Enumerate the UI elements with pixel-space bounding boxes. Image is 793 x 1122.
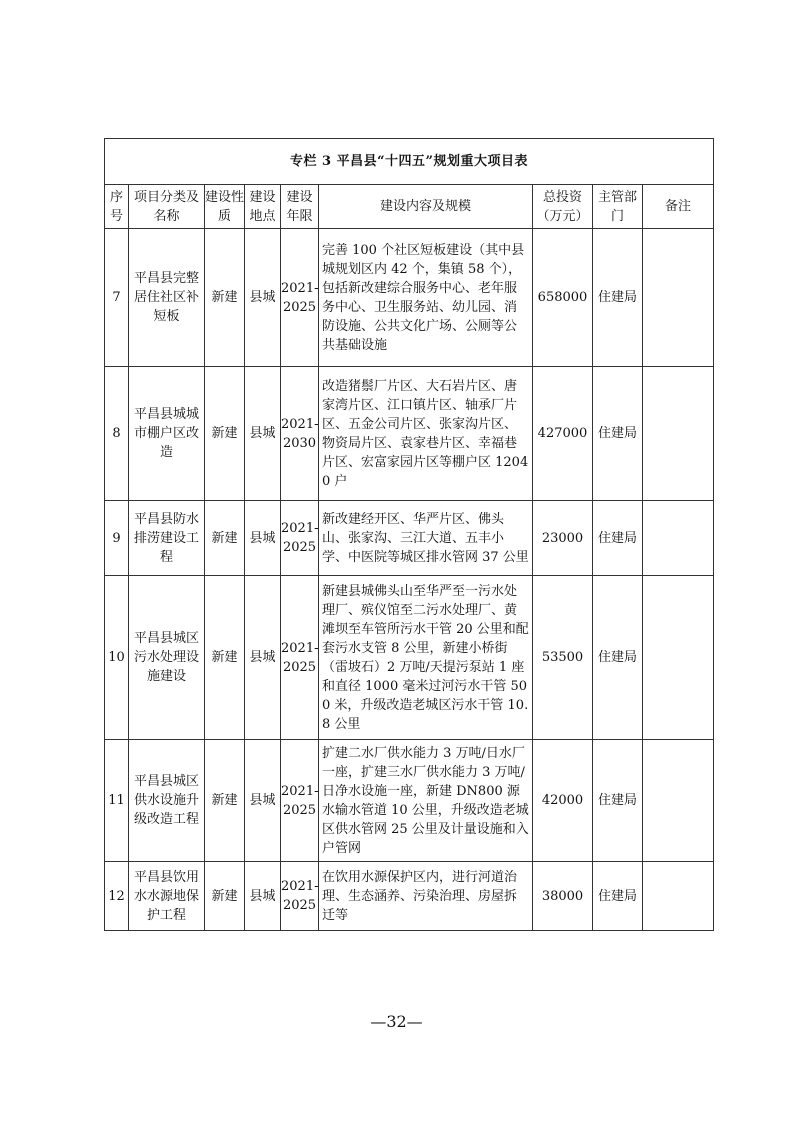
row-nature: 新建 [205,501,245,576]
header-row [105,185,714,229]
row-name: 平昌县城区污水处理设施建设 [129,576,205,740]
row-seq: 7 [105,229,129,367]
page-number: —32— [370,1012,423,1031]
table-row [105,501,714,576]
row-remarks [643,229,714,367]
row-department: 住建局 [593,576,643,740]
row-nature: 新建 [205,367,245,501]
header-remarks: 备注 [643,185,714,229]
row-remarks [643,862,714,931]
row-seq: 12 [105,862,129,931]
table-row [105,740,714,862]
row-period: 2021-2030 [281,367,319,501]
header-category: 项目分类及名称 [129,185,205,229]
header-investment: 总投资（万元） [533,185,593,229]
header-department: 主管部门 [593,185,643,229]
row-content: 新建县城佛头山至华严至一污水处理厂、殡仪馆至二污水处理厂、黄滩坝至车管所污水干管 20 公里和配套污水支管 8 公里，新建小桥街（雷坡石）2 万吨/天提污泵站 1 座和直径 1000 毫米过河污水干管 500 米，升级改造老城区污水干管 10.8 公里 [319,576,533,740]
table-row [105,862,714,931]
row-investment: 23000 [533,501,593,576]
row-period: 2021-2025 [281,229,319,367]
row-nature: 新建 [205,576,245,740]
row-seq: 9 [105,501,129,576]
row-remarks [643,501,714,576]
header-location: 建设地点 [245,185,281,229]
row-content: 在饮用水源保护区内，进行河道治理、生态涵养、污染治理、房屋拆迁等 [319,862,533,931]
row-location: 县城 [245,576,281,740]
row-nature: 新建 [205,862,245,931]
row-content: 扩建二水厂供水能力 3 万吨/日水厂一座，扩建三水厂供水能力 3 万吨/日净水设施一座，新建 DN800 源水输水管道 10 公里，升级改造老城区供水管网 25 公里及计量设施和入户管网 [319,740,533,862]
row-period: 2021-2025 [281,862,319,931]
row-name: 平昌县城区供水设施升级改造工程 [129,740,205,862]
row-content: 改造猪鬃厂片区、大石岩片区、唐家湾片区、江口镇片区、轴承厂片区、五金公司片区、张家沟片区、物资局片区、袁家巷片区、幸福巷片区、宏富家园片区等棚户区 12040 户 [319,367,533,501]
header-seq: 序号 [105,185,129,229]
row-remarks [643,576,714,740]
table-row [105,229,714,367]
row-department: 住建局 [593,229,643,367]
row-investment: 53500 [533,576,593,740]
header-period: 建设年限 [281,185,319,229]
row-seq: 8 [105,367,129,501]
row-name: 平昌县完整居住社区补短板 [129,229,205,367]
row-seq: 10 [105,576,129,740]
row-remarks [643,367,714,501]
row-investment: 658000 [533,229,593,367]
table-row [105,367,714,501]
header-nature: 建设性质 [205,185,245,229]
row-department: 住建局 [593,367,643,501]
row-period: 2021-2025 [281,501,319,576]
row-content: 完善 100 个社区短板建设（其中县城规划区内 42 个，集镇 58 个），包括新改建综合服务中心、老年服务中心、卫生服务站、幼儿园、消防设施、公共文化广场、公厕等公共基础设施 [319,229,533,367]
table-row [105,576,714,740]
row-department: 住建局 [593,501,643,576]
row-nature: 新建 [205,229,245,367]
row-location: 县城 [245,862,281,931]
row-seq: 11 [105,740,129,862]
row-investment: 427000 [533,367,593,501]
row-location: 县城 [245,367,281,501]
row-department: 住建局 [593,862,643,931]
row-period: 2021-2025 [281,740,319,862]
projects-table [104,138,714,931]
row-period: 2021-2025 [281,576,319,740]
row-name: 平昌县防水排涝建设工程 [129,501,205,576]
row-name: 平昌县饮用水水源地保护工程 [129,862,205,931]
row-location: 县城 [245,501,281,576]
row-remarks [643,740,714,862]
row-location: 县城 [245,740,281,862]
row-location: 县城 [245,229,281,367]
row-investment: 42000 [533,740,593,862]
row-content: 新改建经开区、华严片区、佛头山、张家沟、三江大道、五丰小学、中医院等城区排水管网 37 公里 [319,501,533,576]
table-title: 专栏 3 平昌县“十四五”规划重大项目表 [105,139,714,185]
row-name: 平昌县城城市棚户区改造 [129,367,205,501]
row-investment: 38000 [533,862,593,931]
row-department: 住建局 [593,740,643,862]
row-nature: 新建 [205,740,245,862]
header-content: 建设内容及规模 [319,185,533,229]
